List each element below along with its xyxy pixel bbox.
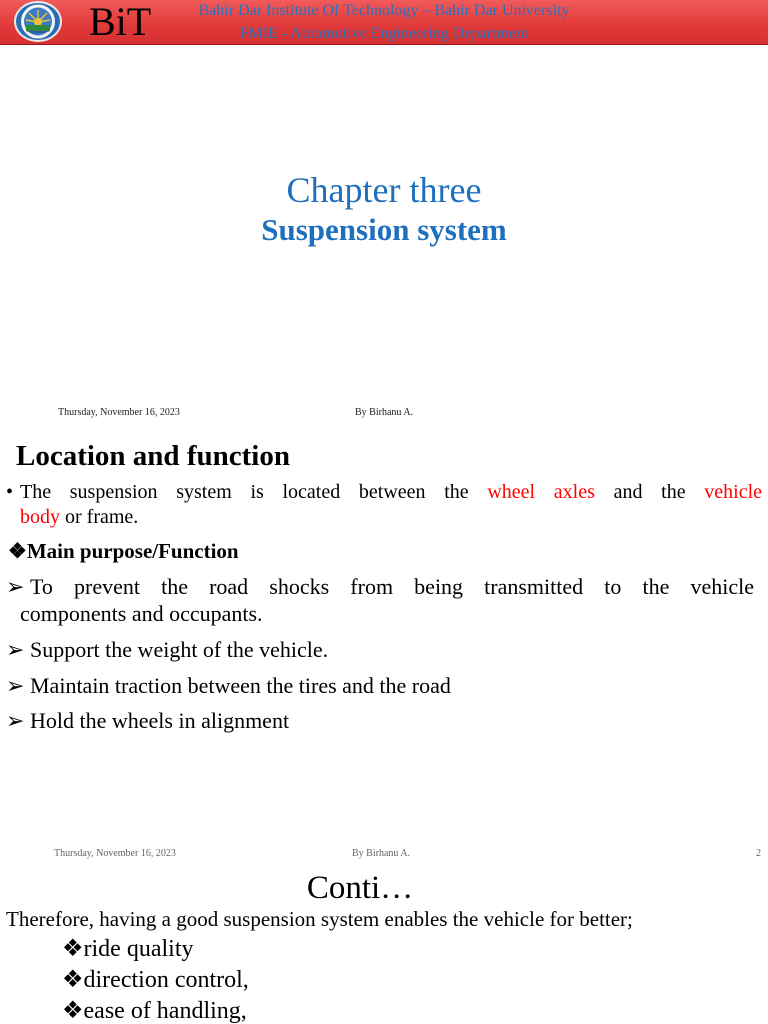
page-number: 2 bbox=[756, 848, 761, 859]
highlight-body: body bbox=[20, 506, 60, 528]
department-name: FMIE - Automotive Engineering Department bbox=[239, 25, 529, 42]
function-item: ➢ Support the weight of the vehicle. bbox=[6, 637, 329, 662]
chapter-title: Chapter three bbox=[286, 170, 482, 210]
header-banner bbox=[0, 0, 768, 45]
slide-title bbox=[0, 0, 768, 430]
function-item: ➢ Maintain traction between the tires and the road bbox=[6, 673, 451, 698]
intro-paragraph bbox=[6, 480, 762, 530]
chapter-subtitle: Suspension system bbox=[261, 212, 507, 247]
arrow-bullet-icon: ➢ bbox=[6, 637, 25, 662]
main-purpose-heading: ❖Main purpose/Function bbox=[8, 539, 239, 563]
function-item: ➢ To prevent the road shocks from being transmitted to the vehicle components and occupants. bbox=[6, 574, 754, 626]
intro-sentence: Therefore, having a good suspension system enables the vehicle for better; bbox=[6, 907, 633, 931]
slide-title: Location and function bbox=[16, 440, 290, 472]
highlight-vehicle: vehicle bbox=[704, 481, 763, 503]
benefit-item: ❖ride quality bbox=[62, 936, 194, 962]
intro-line-2: body or frame. bbox=[20, 506, 139, 528]
arrow-bullet-icon: ➢ bbox=[6, 574, 25, 599]
footer-author: By Birhanu A. bbox=[352, 848, 411, 859]
slide-title: Conti… bbox=[306, 870, 414, 906]
arrow-bullet-icon: ➢ bbox=[6, 673, 25, 698]
arrow-bullet-icon: ➢ bbox=[6, 708, 25, 733]
footer-author: By Birhanu A. bbox=[355, 407, 414, 418]
university-logo-icon bbox=[14, 1, 62, 42]
footer-date: Thursday, November 16, 2023 bbox=[54, 848, 176, 859]
logo-text: BiT bbox=[89, 0, 152, 44]
institution-name: Bahir Dar Institute Of Technology – Bahir Dar University bbox=[198, 2, 570, 19]
benefit-item: ❖ease of handling, bbox=[62, 998, 247, 1024]
function-item: ➢ Hold the wheels in alignment bbox=[6, 708, 290, 733]
benefit-item: ❖direction control, bbox=[62, 967, 249, 993]
intro-line-1: The suspension system is located between the wheel axles and the vehicle bbox=[20, 481, 763, 503]
footer-date: Thursday, November 16, 2023 bbox=[58, 407, 180, 418]
highlight-wheel-axles: wheel axles bbox=[487, 481, 595, 503]
slide-conti bbox=[0, 865, 768, 1024]
bullet-icon: • bbox=[6, 481, 14, 503]
slide-location-function bbox=[0, 430, 768, 865]
